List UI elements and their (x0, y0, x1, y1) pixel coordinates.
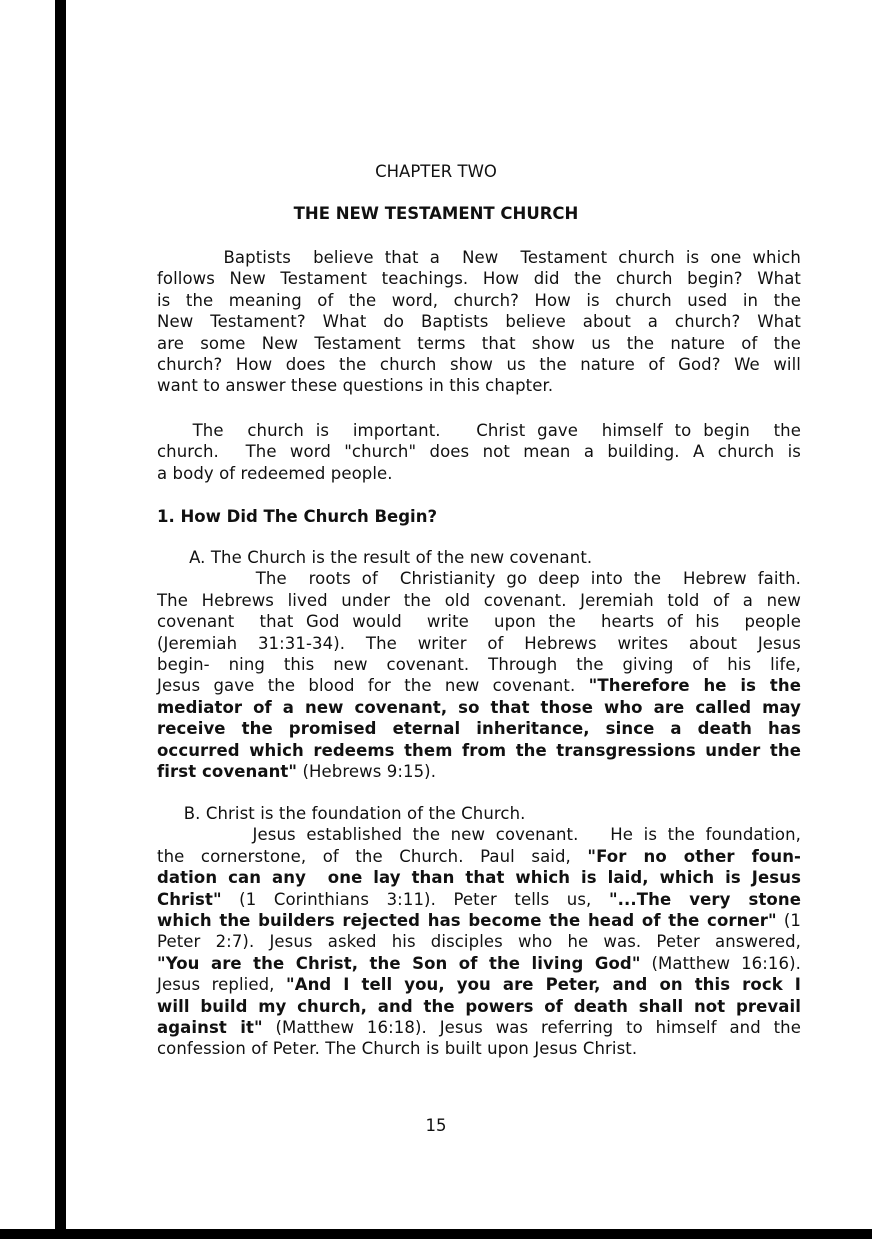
scripture-quote: "And I tell you, you are Peter, and on this rock I (286, 975, 802, 995)
text-line (157, 248, 801, 268)
text-line (157, 825, 801, 845)
text-line (157, 355, 801, 375)
text-run: the cornerstone, of the Church. Paul said, (157, 846, 588, 866)
scripture-quote: dation can any one lay than that which is laid, which is Jesus (157, 868, 801, 888)
chapter-label: CHAPTER TWO (375, 162, 497, 181)
text-line (157, 312, 801, 332)
text-run: The Hebrews lived under the old covenant. Jeremiah told of a new (157, 590, 801, 610)
scripture-quote: "...The very stone (608, 889, 802, 909)
text-run: Jesus replied, (157, 975, 286, 995)
scripture-quote: Christ" (157, 889, 222, 909)
text-run: is the meaning of the word, church? How is church used in the (157, 290, 801, 310)
text-run: The church is important. Christ gave himself to begin the (157, 421, 801, 440)
scripture-quote: "You are the Christ, the Son of the living God" (157, 953, 641, 973)
text-run: Jesus established the new covenant. He is the foundation, (157, 825, 801, 845)
text-line (157, 634, 801, 654)
text-run: The roots of Christianity go deep into the Hebrew faith. (157, 569, 801, 589)
text-line (157, 890, 801, 910)
text-line (157, 421, 801, 441)
text-line (157, 376, 801, 396)
text-line (157, 719, 801, 739)
text-line (157, 847, 801, 867)
text-run: Baptists believe that a New Testament church is one which (157, 248, 801, 267)
text-run: follows New Testament teachings. How did the church begin? What (157, 269, 801, 289)
text-line (157, 655, 801, 675)
text-run: begin- ning this new covenant. Through the giving of his life, (157, 655, 801, 674)
text-line (157, 762, 801, 782)
text-line (157, 1039, 801, 1059)
scripture-quote: first covenant" (157, 762, 298, 781)
text-run: church. The word "church" does not mean a building. A church is (157, 442, 801, 462)
scripture-quote: mediator of a new covenant, so that those who are called may (157, 697, 801, 717)
scripture-quote: "Therefore he is the (588, 676, 802, 696)
section-heading: 1. How Did The Church Begin? (157, 507, 438, 526)
text-line (157, 698, 801, 718)
text-run: (1 (776, 911, 801, 930)
text-run: (Hebrews 9:15). (297, 762, 437, 781)
scripture-quote: "For no other foun- (587, 846, 801, 866)
page-number: 15 (425, 1116, 447, 1135)
scripture-quote: will build my church, and the powers of death shall not prevail (157, 996, 801, 1016)
chapter-title: THE NEW TESTAMENT CHURCH (293, 204, 579, 223)
text-run: Jesus gave the blood for the new covenant. (157, 676, 589, 696)
scripture-quote: receive the promised eternal inheritance, since a death has (157, 719, 801, 739)
text-run: B. Christ is the foundation of the Church. (157, 804, 526, 823)
scan-edge-bottom (0, 1229, 872, 1239)
text-line (157, 442, 801, 462)
text-run: a body of redeemed people. (157, 463, 393, 483)
text-line (157, 291, 801, 311)
text-run: (Matthew 16:18). Jesus was referring to himself and the (262, 1018, 801, 1037)
text-run: (Jeremiah 31:31-34). The writer of Hebrews writes about Jesus (157, 633, 801, 653)
scan-edge-left (55, 0, 66, 1239)
text-line (157, 975, 801, 995)
text-run: Peter 2:7). Jesus asked his disciples who he was. Peter answered, (157, 932, 801, 952)
text-line (157, 548, 801, 568)
text-line (157, 612, 801, 632)
text-run: covenant that God would write upon the hearts of his people (157, 612, 801, 632)
text-line (157, 997, 801, 1017)
text-line (157, 911, 801, 931)
text-run: church? How does the church show us the nature of God? We will (157, 355, 801, 374)
text-line (157, 1018, 801, 1038)
text-line (157, 464, 801, 484)
text-line (157, 954, 801, 974)
text-run: New Testament? What do Baptists believe about a church? What (157, 312, 801, 332)
text-line (157, 569, 801, 589)
scripture-quote: occurred which redeems them from the transgressions under the (157, 740, 801, 760)
text-run: (1 Corinthians 3:11). Peter tells us, (221, 889, 609, 909)
text-line (157, 868, 801, 888)
text-line (157, 591, 801, 611)
text-line (157, 932, 801, 952)
text-run: A. The Church is the result of the new covenant. (157, 548, 593, 567)
text-line (157, 676, 801, 696)
text-run: (Matthew 16:16). (640, 953, 802, 973)
text-line (157, 741, 801, 761)
text-line (157, 269, 801, 289)
text-line (157, 804, 801, 824)
text-run: want to answer these questions in this chapter. (157, 376, 554, 396)
text-run: confession of Peter. The Church is built upon Jesus Christ. (157, 1039, 638, 1059)
scripture-quote: against it" (157, 1018, 263, 1037)
scripture-quote: which the builders rejected has become the head of the corner" (157, 911, 777, 930)
text-run: are some New Testament terms that show us the nature of the (157, 333, 801, 353)
text-line (157, 334, 801, 354)
